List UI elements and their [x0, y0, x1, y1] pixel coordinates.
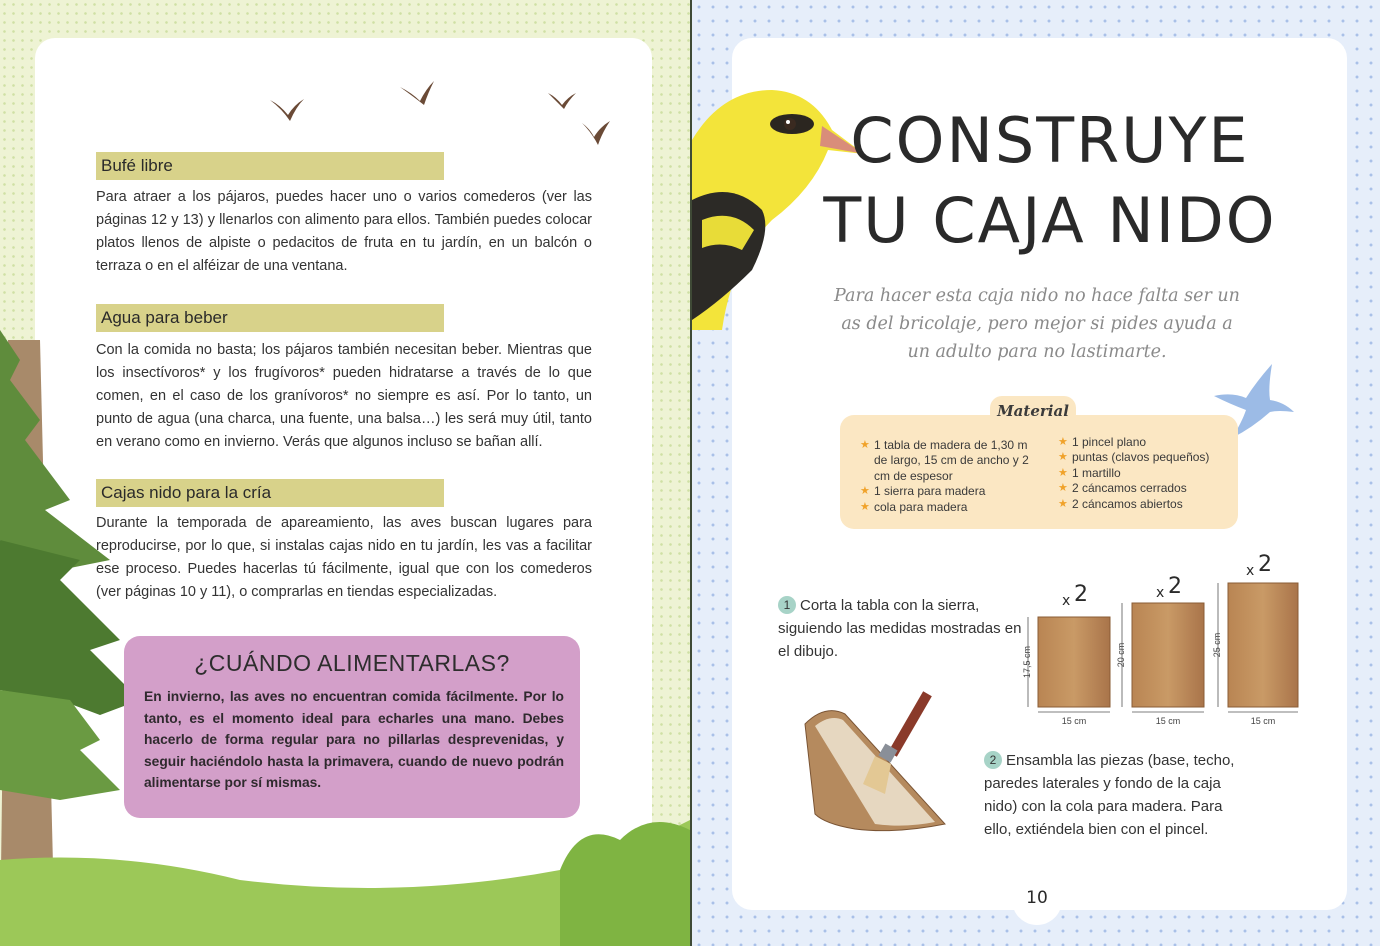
plank-2-mult-x: x — [1156, 585, 1165, 601]
bird-eye — [784, 118, 796, 130]
plank-1-mult-n: 2 — [1074, 582, 1088, 607]
material-list-col2 — [1058, 435, 1228, 512]
plank-3 — [1212, 552, 1298, 726]
plank-2-width-label: 15 cm — [1155, 716, 1181, 726]
plank-1 — [1022, 582, 1110, 726]
material-item: ★ 1 pincel plano — [1058, 435, 1228, 450]
intro-text: Para hacer esta caja nido no hace falta ser un as del bricolaje, pero mejor si pides ayuda a un adulto para no lastimarte. — [834, 286, 1240, 362]
brush-handle — [888, 691, 932, 757]
section-heading-cajas: Cajas nido para la cría — [96, 479, 444, 507]
bird-wing — [692, 192, 765, 320]
material-list-col1 — [860, 438, 1040, 515]
step-2-text: Ensambla las piezas (base, techo, paredes laterales y fondo de la caja nido) con la cola para madera. Para ello, extiéndela bien con el pincel. — [984, 752, 1235, 838]
plank-3-height-label: 25 cm — [1212, 632, 1222, 658]
plank-2-mult-n: 2 — [1168, 574, 1182, 599]
plank-3-mult-n: 2 — [1258, 552, 1272, 577]
material-item: ★ 2 cáncamos cerrados — [1058, 481, 1228, 496]
step-2 — [984, 749, 1254, 841]
callout-box — [124, 636, 580, 818]
plank-3-mult-x: x — [1246, 563, 1255, 579]
bird-silhouette — [582, 121, 610, 145]
bird-silhouette — [400, 81, 434, 105]
plank-1-width-label: 15 cm — [1061, 716, 1087, 726]
section-body-cajas: Durante la temporada de apareamiento, las aves buscan lugares para reproducirse, por lo que, si instalas cajas nido en tu jardín, les vas a facilitar ese proceso. Puedes hacerlas tú fácilmente, igual que con los comederos (ver páginas 10 y 11), o comprarlas en tiendas especializadas. — [96, 515, 592, 600]
section-body-agua: Con la comida no basta; los pájaros también necesitan beber. Mientras que los insectívoros* y los frugívoros* pueden hidratarse a través de lo que comen, en el caso de los granívoros* no siempre es así. Por lo tanto, un punto de agua (una charca, una fuente, una balsa…) les será muy útil, tanto en verano como en invierno. Verás que algunos incluso se bañan allí. — [96, 342, 592, 450]
bird-silhouette — [548, 93, 576, 109]
page-title-line1: CONSTRUYE — [850, 104, 1250, 177]
step-1-text: Corta la tabla con la sierra, siguiendo las medidas mostradas en el dibujo. — [778, 597, 1022, 660]
callout-body: En invierno, las aves no encuentran comida fácilmente. Por lo tanto, es el momento ideal para echarles una mano. Debes hacerlo de forma regular para no pillarlas desprevenidas, y seguir haciéndolo hasta la primavera, cuando de nuevo podrán alimentarse por sí mismas. — [144, 689, 564, 790]
plank-1-height-label: 17,5 cm — [1022, 645, 1032, 679]
material-item: ★ 1 tabla de madera de 1,30 m de largo, 15 cm de ancho y 2 cm de espesor — [860, 438, 1040, 484]
plank-3-width-label: 15 cm — [1250, 716, 1276, 726]
step-2-badge: 2 — [984, 751, 1002, 769]
material-item: ★ 1 martillo — [1058, 466, 1228, 481]
step-1 — [778, 594, 1028, 663]
material-item: ★ puntas (clavos pequeños) — [1058, 450, 1228, 465]
callout-title: ¿CUÁNDO ALIMENTARLAS? — [194, 650, 510, 676]
section-heading-bufe: Bufé libre — [96, 152, 444, 180]
plank-2 — [1116, 574, 1204, 726]
material-item: ★ 1 sierra para madera — [860, 484, 1040, 499]
section-body-bufe: Para atraer a los pájaros, puedes hacer uno o varios comederos (ver las páginas 12 y 13) y llenarlos con alimento para ellos. También puedes colocar platos llenos de alpiste o pedacitos de fruta en tu jardín, en un balcón o terraza o en el alféizar de una ventana. — [96, 189, 592, 274]
page-number: 10 — [1026, 888, 1048, 908]
flying-birds-illustration — [260, 75, 620, 155]
bird-silhouette — [270, 99, 304, 121]
section-heading-agua: Agua para beber — [96, 304, 444, 332]
plank-1-mult-x: x — [1062, 593, 1071, 609]
material-item: ★ cola para madera — [860, 500, 1040, 515]
material-title: Material — [990, 396, 1076, 426]
wood-planks-diagram — [1010, 545, 1310, 735]
grass-bush — [560, 822, 690, 946]
brush-glue-illustration — [795, 684, 955, 844]
page-number-badge — [1012, 875, 1062, 925]
step-1-badge: 1 — [778, 596, 796, 614]
plank-2-height-label: 20 cm — [1116, 642, 1126, 668]
bird-eye-highlight — [786, 120, 790, 124]
page-title-line2: TU CAJA NIDO — [823, 184, 1277, 257]
tree-foliage-top — [0, 330, 110, 570]
material-item: ★ 2 cáncamos abiertos — [1058, 497, 1228, 512]
